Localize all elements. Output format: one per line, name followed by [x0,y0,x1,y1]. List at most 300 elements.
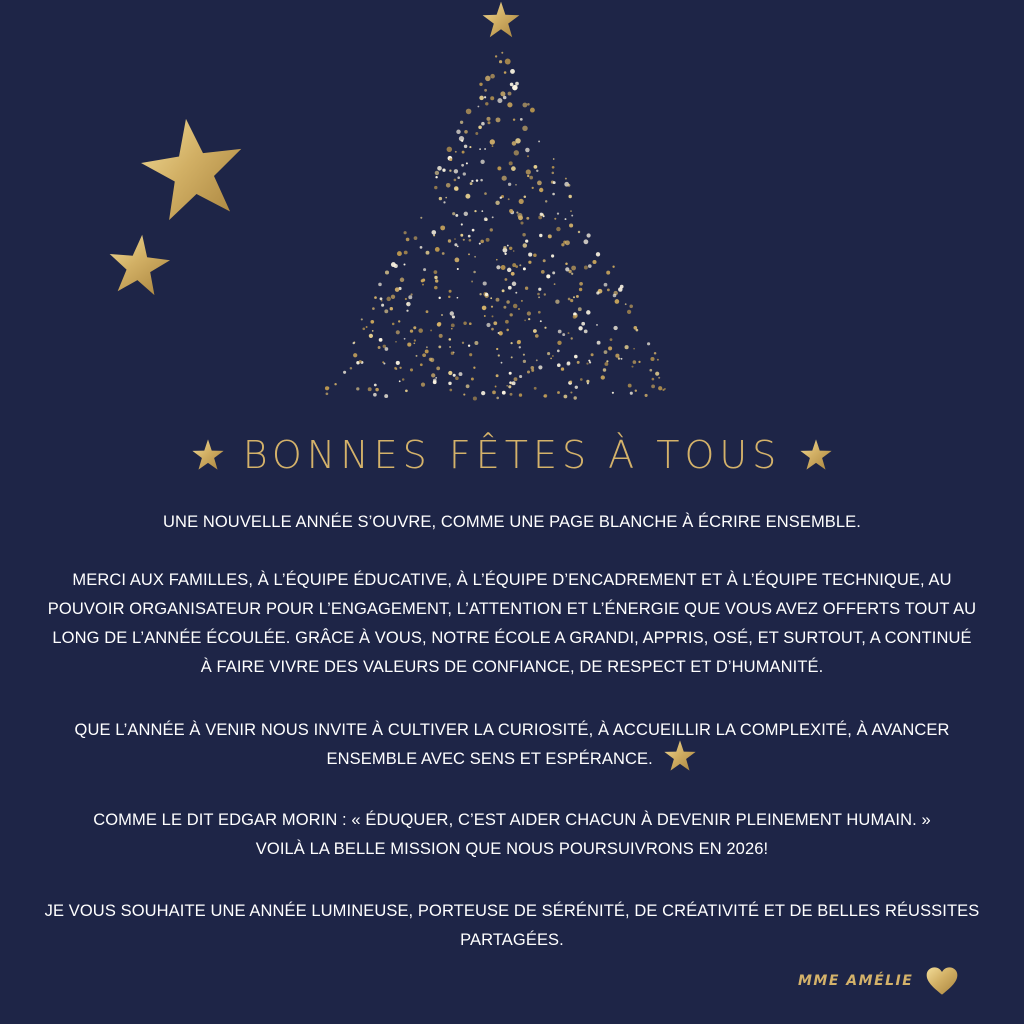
tree-sparkle-dot [534,387,537,390]
tree-sparkle-dot [465,194,470,199]
tree-sparkle-dot [633,348,635,350]
tree-sparkle-dot [508,198,510,200]
tree-sparkle-dot [569,380,572,383]
tree-sparkle-dot [326,392,329,395]
tree-sparkle-dot [538,365,542,369]
tree-sparkle-dot [506,329,509,332]
tree-sparkle-dot [448,382,451,385]
tree-sparkle-dot [583,239,588,244]
tree-sparkle-dot [538,288,541,291]
tree-sparkle-dot [437,322,441,326]
tree-sparkle-dot [443,201,445,203]
tree-sparkle-dot [374,296,377,299]
tree-sparkle-dot [557,350,560,353]
tree-sparkle-dot [461,164,464,167]
tree-sparkle-dot [548,234,552,238]
tree-sparkle-dot [565,218,567,220]
tree-sparkle-dot [457,297,459,299]
tree-sparkle-dot [478,126,482,130]
tree-sparkle-dot [544,327,546,329]
tree-sparkle-dot [454,186,459,191]
tree-sparkle-dot [449,170,451,172]
tree-sparkle-dot [380,297,383,300]
tree-sparkle-dot [513,118,515,120]
tree-sparkle-dot [575,386,578,389]
tree-sparkle-dot [575,315,578,318]
tree-sparkle-dot [361,318,363,320]
tree-sparkle-dot [495,201,499,205]
tree-sparkle-dot [544,394,548,398]
tree-sparkle-dot [390,307,393,310]
tree-sparkle-dot [463,239,465,241]
tree-sparkle-dot [518,215,523,220]
tree-sparkle-dot [496,348,498,350]
tree-sparkle-dot [618,357,620,359]
tree-sparkle-dot [601,375,605,379]
tree-sparkle-dot [434,286,438,290]
paragraph-line [40,745,984,774]
tree-sparkle-dot [581,322,585,326]
tree-sparkle-dot [606,271,610,275]
tree-sparkle-dot [573,296,575,298]
tree-sparkle-dot [604,350,608,354]
tree-sparkle-dot [442,252,445,255]
tree-sparkle-dot [507,102,512,107]
tree-sparkle-dot [438,346,441,349]
tree-sparkle-dot [384,394,388,398]
tree-sparkle-dot [510,69,515,74]
tree-sparkle-dot [469,322,472,325]
tree-sparkle-dot [500,91,505,96]
tree-sparkle-dot [472,229,475,232]
tree-sparkle-dot [508,286,512,290]
tree-sparkle-dot [430,358,434,362]
tree-sparkle-dot [449,346,451,348]
tree-sparkle-dot [454,238,456,240]
tree-sparkle-dot [561,367,564,370]
tree-sparkle-dot [372,307,375,310]
tree-sparkle-dot [368,387,372,391]
tree-sparkle-dot [512,282,517,287]
tree-sparkle-dot [490,139,495,144]
tree-sparkle-dot [503,246,506,249]
tree-sparkle-dot [468,235,471,238]
tree-sparkle-dot [434,276,437,279]
tree-sparkle-dot [413,342,415,344]
tree-sparkle-dot [596,291,599,294]
tree-sparkle-dot [492,391,496,395]
tree-sparkle-dot [570,391,572,393]
tree-sparkle-dot [385,270,389,274]
tree-sparkle-dot [452,212,455,215]
tree-sparkle-dot [456,130,460,134]
tree-sparkle-dot [483,281,487,285]
tree-sparkle-dot [633,360,637,364]
paragraph-quote [40,806,984,864]
tree-sparkle-dot [511,356,513,358]
tree-sparkle-dot [571,215,573,217]
tree-sparkle-dot [434,270,438,274]
tree-sparkle-dot [446,183,451,188]
tree-sparkle-dot [490,74,495,79]
tree-sparkle-dot [325,386,329,390]
tree-sparkle-dot [514,150,519,155]
paragraph-line-text: ENSEMBLE AVEC SENS ET ESPÉRANCE. [326,750,653,768]
tree-sparkle-dot [474,210,476,212]
tree-sparkle-dot [469,146,471,148]
tree-sparkle-dot [503,96,507,100]
tree-sparkle-dot [473,271,476,274]
paragraph-line: À FAIRE VIVRE DES VALEURS DE CONFIANCE, DE RESPECT ET D’HUMANITÉ. [200,658,824,676]
tree-sparkle-dot [508,92,512,96]
tree-sparkle-dot [538,296,540,298]
tree-sparkle-dot [621,358,623,360]
tree-sparkle-dot [658,377,660,379]
tree-sparkle-dot [525,239,528,242]
tree-sparkle-dot [411,293,413,295]
tree-sparkle-dot [493,321,497,325]
tree-sparkle-dot [501,52,503,54]
tree-sparkle-dot [509,161,513,165]
tree-sparkle-dot [485,76,490,81]
tree-sparkle-dot [479,243,481,245]
tree-sparkle-dot [538,140,540,142]
tree-sparkle-dot [481,391,485,395]
tree-sparkle-dot [490,96,494,100]
tree-sparkle-dot [554,283,556,285]
tree-sparkle-dot [484,96,486,98]
tree-sparkle-dot [505,320,509,324]
tree-sparkle-dot [499,60,502,63]
tree-sparkle-dot [399,380,401,382]
tree-sparkle-dot [473,367,475,369]
tree-sparkle-dot [403,263,405,265]
tree-sparkle-dot [451,323,455,327]
tree-sparkle-dot [396,330,400,334]
tree-sparkle-dot [579,282,583,286]
tree-sparkle-dot [495,386,497,388]
tree-sparkle-dot [570,210,572,212]
tree-sparkle-dot [545,200,547,202]
tree-sparkle-dot [496,298,500,302]
tree-sparkle-dot [484,217,488,221]
tree-sparkle-dot [491,306,493,308]
tree-sparkle-dot [534,165,538,169]
tree-sparkle-dot [463,321,466,324]
tree-sparkle-dot [509,247,512,250]
tree-sparkle-dot [435,247,440,252]
tree-sparkle-dot [462,151,465,154]
tree-sparkle-dot [454,179,457,182]
tree-sparkle-dot [615,354,619,358]
tree-sparkle-dot [597,341,601,345]
tree-sparkle-dot [410,368,413,371]
title-row [0,420,1024,490]
tree-sparkle-dot [546,274,550,278]
tree-sparkle-dot [522,126,527,131]
tree-sparkle-dot [462,342,464,344]
tree-sparkle-dot [356,387,359,390]
tree-sparkle-dot [577,361,580,364]
tree-sparkle-dot [513,250,515,252]
tree-sparkle-dot [527,370,530,373]
tree-sparkle-dot [400,278,404,282]
tree-sparkle-dot [612,392,614,394]
tree-sparkle-dot [366,326,368,328]
tree-sparkle-dot [473,396,477,400]
tree-sparkle-dot [502,289,505,292]
tree-sparkle-dot [426,346,428,348]
tree-sparkle-dot [571,266,576,271]
tree-sparkle-dot [418,328,423,333]
tree-sparkle-dot [519,199,524,204]
tree-sparkle-dot [507,268,511,272]
tree-sparkle-dot [568,298,571,301]
tree-sparkle-dot [511,166,516,171]
tree-sparkle-dot [588,360,590,362]
tree-sparkle-dot [404,251,408,255]
tree-sparkle-dot [510,313,513,316]
tree-sparkle-dot [618,287,623,292]
tree-sparkle-dot [485,293,488,296]
tree-sparkle-dot [422,354,424,356]
tree-sparkle-dot [375,388,378,391]
tree-sparkle-dot [447,147,452,152]
paragraph-closing [40,897,984,955]
tree-sparkle-dot [405,389,408,392]
tree-sparkle-dot [519,375,522,378]
tree-sparkle-dot [538,311,541,314]
tree-sparkle-dot [437,166,442,171]
tree-sparkle-dot [556,227,560,231]
paragraph-line: JE VOUS SOUHAITE UNE ANNÉE LUMINEUSE, PORTEUSE DE SÉRÉNITÉ, DE CRÉATIVITÉ ET DE BELLES RÉUSSITES [44,902,980,920]
tree-sparkle-dot [540,320,542,322]
tree-sparkle-dot [628,384,632,388]
tree-sparkle-dot [431,230,436,235]
tree-sparkle-dot [514,377,518,381]
tree-sparkle-dot [406,238,410,242]
tree-sparkle-dot [613,326,617,330]
paragraph-line: MERCI AUX FAMILLES, À L’ÉQUIPE ÉDUCATIVE, À L’ÉQUIPE D’ENCADREMENT ET À L’ÉQUIPE TECHNIQUE, AU [72,571,952,589]
tree-sparkle-dot [509,209,513,213]
tree-sparkle-dot [584,266,588,270]
tree-sparkle-dot [408,295,412,299]
tree-sparkle-dot [586,310,590,314]
tree-sparkle-dot [485,102,488,105]
signature [798,966,959,996]
tree-sparkle-dot [523,267,526,270]
tree-sparkle-dot [552,193,555,196]
tree-sparkle-dot [528,261,531,264]
paragraph-line: QUE L’ANNÉE À VENIR NOUS INVITE À CULTIVER LA CURIOSITÉ, À ACCUEILLIR LA COMPLEXITÉ, À AVANCER [74,721,950,739]
tree-sparkle-dot [565,267,569,271]
tree-sparkle-dot [525,287,528,290]
tree-sparkle-dot [557,363,561,367]
tree-sparkle-dot [435,171,439,175]
tree-sparkle-dot [486,117,490,121]
tree-sparkle-dot [520,221,523,224]
tree-sparkle-dot [484,192,487,195]
tree-sparkle-dot [515,184,517,186]
tree-sparkle-dot [505,59,511,65]
tree-sparkle-dot [533,253,537,257]
tree-sparkle-dot [503,306,506,309]
tree-sparkle-dot [477,106,479,108]
tree-sparkle-dot [523,360,526,363]
tree-sparkle-dot [407,343,411,347]
tree-sparkle-dot [435,176,437,178]
tree-sparkle-dot [527,311,531,315]
tree-sparkle-dot [459,136,464,141]
tree-sparkle-dot [488,121,491,124]
tree-sparkle-dot [497,98,502,103]
tree-sparkle-dot [580,378,583,381]
tree-sparkle-dot [492,216,494,218]
tree-sparkle-dot [625,303,627,305]
tree-sparkle-dot [404,231,407,234]
tree-sparkle-dot [658,386,662,390]
tree-sparkle-dot [471,180,473,182]
tree-sparkle-dot [464,130,468,134]
tree-sparkle-dot [414,236,418,240]
tree-sparkle-dot [510,393,513,396]
tree-sparkle-dot [334,383,336,385]
tree-sparkle-dot [391,295,395,299]
tree-sparkle-dot [527,175,529,177]
tree-sparkle-dot [519,264,521,266]
tree-sparkle-dot [392,323,395,326]
tree-sparkle-dot [381,300,383,302]
tree-sparkle-dot [512,263,516,267]
tree-sparkle-dot [343,371,346,374]
tree-sparkle-dot [455,151,457,153]
tree-sparkle-dot [557,213,559,215]
tree-sparkle-dot [410,329,413,332]
tree-sparkle-dot [440,225,445,230]
tree-sparkle-dot [490,297,492,299]
tree-sparkle-dot [524,320,526,322]
tree-sparkle-dot [378,346,381,349]
tree-sparkle-dot [573,396,576,399]
tree-sparkle-dot [654,352,657,355]
tree-sparkle-dot [569,223,573,227]
tree-sparkle-dot [471,281,473,283]
tree-sparkle-dot [579,288,582,291]
tree-sparkle-dot [509,372,512,375]
tree-sparkle-dot [474,341,478,345]
tree-sparkle-dot [482,306,487,311]
tree-sparkle-dot [492,145,494,147]
tree-sparkle-dot [449,389,452,392]
tree-sparkle-dot [463,394,465,396]
tree-sparkle-dot [625,345,629,349]
tree-sparkle-dot [584,330,588,334]
tree-sparkle-dot [433,379,437,383]
tree-sparkle-dot [551,254,554,257]
tree-sparkle-dot [474,256,476,258]
card-title: BONNES FÊTES À TOUS [242,433,782,477]
tree-sparkle-dot [479,83,482,86]
tree-sparkle-dot [416,355,418,357]
tree-sparkle-dot [460,121,463,124]
tree-sparkle-dot [425,349,429,353]
tree-sparkle-dot [587,233,591,237]
tree-sparkle-dot [455,214,458,217]
tree-sparkle-dot [539,188,543,192]
tree-sparkle-dot [370,320,374,324]
tree-sparkle-dot [603,368,606,371]
tree-sparkle-dot [469,239,472,242]
title-right-star-icon [799,438,833,472]
tree-sparkle-dot [576,295,579,298]
tree-sparkle-dot [568,332,570,334]
tree-sparkle-dot [378,283,382,287]
tree-sparkle-dot [604,283,608,287]
tree-sparkle-dot [530,108,535,113]
tree-sparkle-dot [502,391,506,395]
tree-sparkle-dot [423,268,426,271]
tree-sparkle-dot [557,341,561,345]
tree-sparkle-dot [651,385,655,389]
tree-sparkle-dot [512,381,516,385]
tree-sparkle-dot [615,299,620,304]
tree-sparkle-dot [460,234,463,237]
tree-sparkle-dot [635,390,637,392]
tree-sparkle-dot [381,304,384,307]
tree-sparkle-dot [484,148,486,150]
tree-sparkle-dot [461,223,463,225]
tree-sparkle-dot [568,195,571,198]
tree-sparkle-dot [552,355,554,357]
paragraph-line: VOILÀ LA BELLE MISSION QUE NOUS POURSUIVRONS EN 2026! [255,840,769,858]
tree-sparkle-dot [414,339,416,341]
tree-sparkle-dot [399,367,401,369]
tree-sparkle-dot [502,176,507,181]
tree-sparkle-dot [479,96,484,101]
tree-sparkle-dot [441,314,443,316]
tree-sparkle-dot [395,368,397,370]
tree-sparkle-dot [552,271,555,274]
tree-sparkle-dot [394,264,398,268]
tree-sparkle-dot [561,243,564,246]
tree-sparkle-dot [662,389,664,391]
tree-sparkle-dot [508,385,511,388]
tree-sparkle-dot [498,354,500,356]
tree-sparkle-dot [398,320,400,322]
tree-sparkle-dot [578,326,582,330]
tree-sparkle-dot [373,393,377,397]
tree-sparkle-dot [523,354,525,356]
tree-sparkle-dot [451,328,453,330]
tree-sparkle-dot [558,330,562,334]
tree-sparkle-dot [406,302,410,306]
tree-sparkle-dot [565,240,570,245]
tree-sparkle-dot [498,332,500,334]
tree-sparkle-dot [508,183,511,186]
tree-sparkle-dot [578,231,580,233]
tree-sparkle-dot [571,337,573,339]
tree-sparkle-dot [537,181,542,186]
tree-sparkle-dot [535,334,539,338]
tree-sparkle-dot [431,373,435,377]
tree-sparkle-dot [353,353,357,357]
tree-sparkle-dot [539,234,542,237]
tree-sparkle-dot [552,166,555,169]
tree-sparkle-dot [496,117,501,122]
tree-sparkle-dot [537,293,540,296]
tree-sparkle-dot [386,297,390,301]
tree-sparkle-dot [448,371,452,375]
